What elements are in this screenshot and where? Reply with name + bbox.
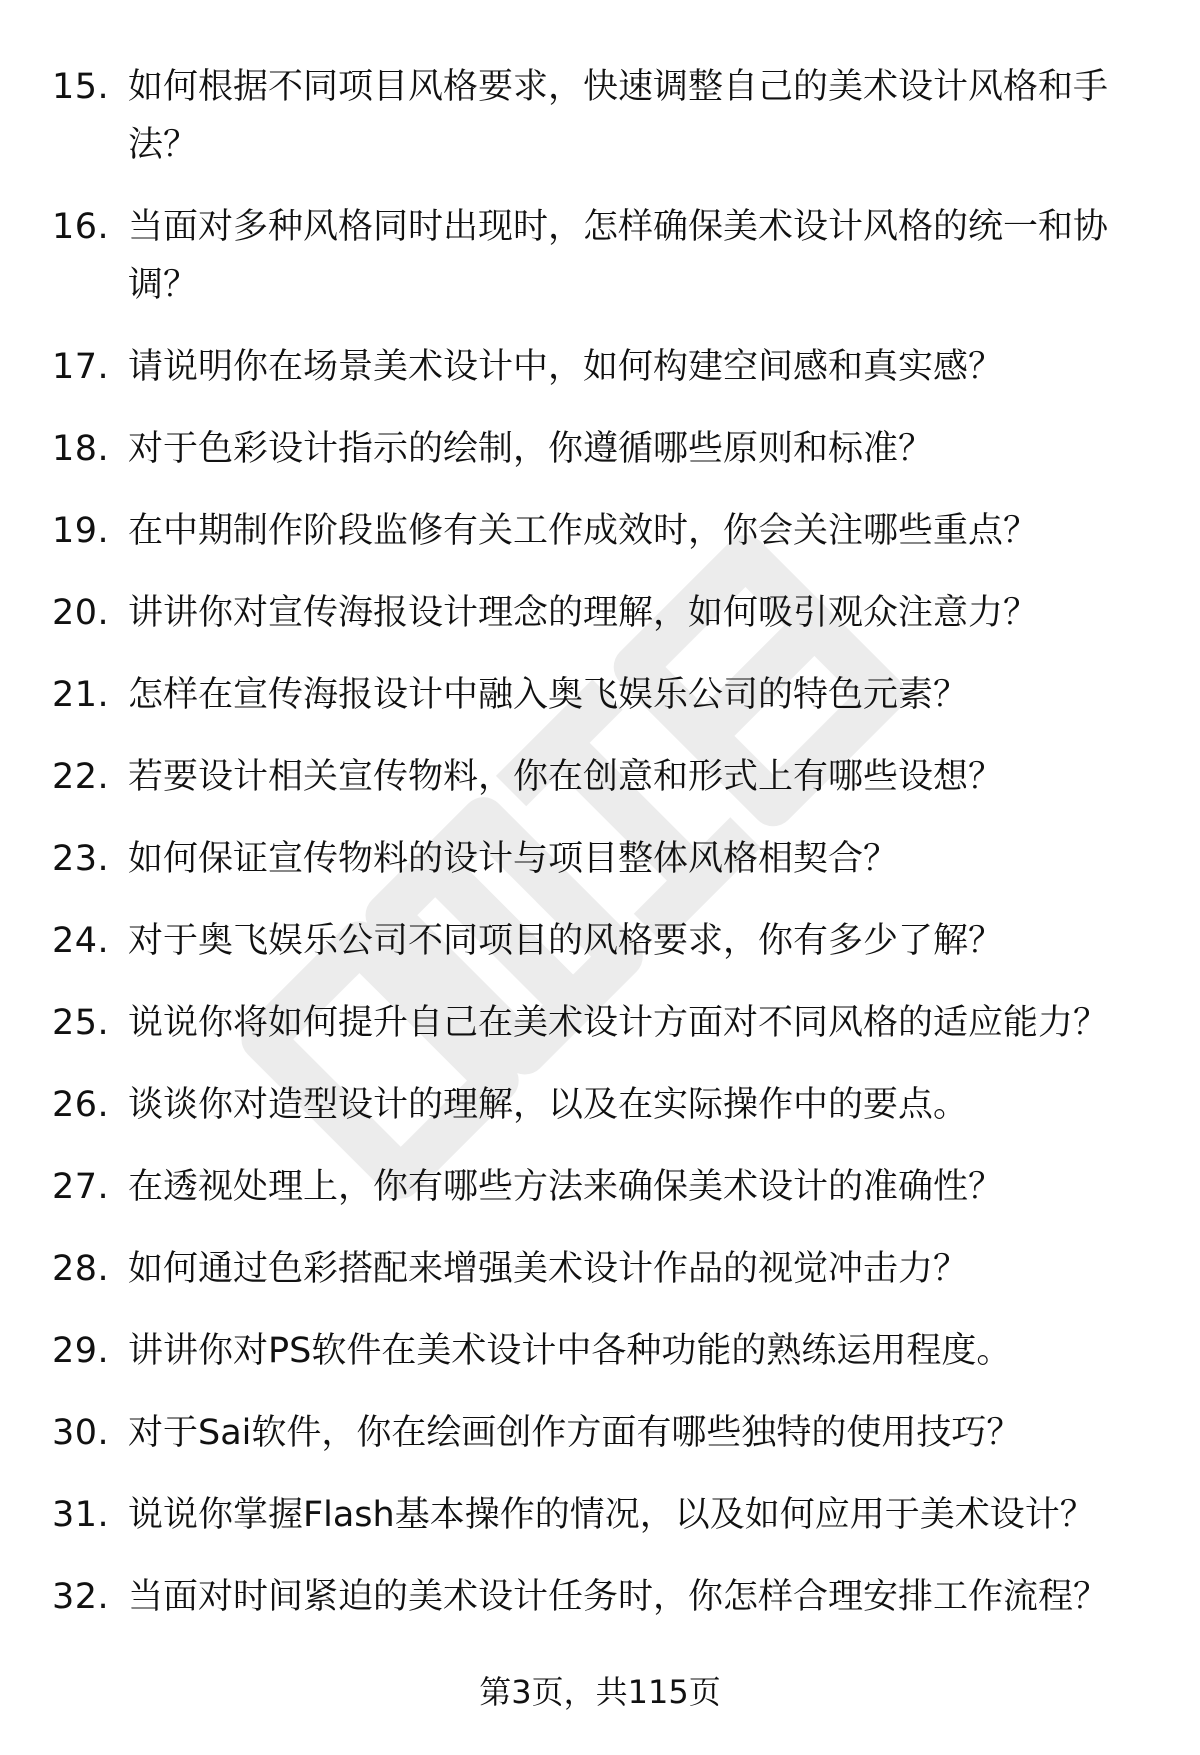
question-number: 31. [52, 1495, 110, 1535]
question-text: 讲讲你对宣传海报设计理念的理解，如何吸引观众注意力？ [128, 593, 1039, 633]
question-number: 21. [52, 675, 110, 715]
question-number: 19. [52, 511, 110, 551]
question-item [0, 584, 1200, 642]
question-item [0, 198, 1200, 314]
question-text: 对于Sai软件，你在绘画创作方面有哪些独特的使用技巧？ [128, 1413, 1022, 1453]
question-item [0, 912, 1200, 970]
question-item [0, 1240, 1200, 1298]
question-item [0, 58, 1200, 174]
question-text: 如何根据不同项目风格要求，快速调整自己的美术设计风格和手法？ [128, 67, 1109, 165]
question-number: 32. [52, 1577, 110, 1617]
question-number: 28. [52, 1249, 110, 1289]
question-number: 20. [52, 593, 110, 633]
question-item [0, 994, 1200, 1052]
question-item [0, 420, 1200, 478]
question-item [0, 1568, 1200, 1626]
question-number: 24. [52, 921, 110, 961]
question-number: 26. [52, 1085, 110, 1125]
question-item [0, 1322, 1200, 1380]
question-text: 当面对时间紧迫的美术设计任务时，你怎样合理安排工作流程？ [128, 1577, 1109, 1617]
question-number: 18. [52, 429, 110, 469]
question-text: 若要设计相关宣传物料，你在创意和形式上有哪些设想？ [128, 757, 1004, 797]
question-text: 怎样在宣传海报设计中融入奥飞娱乐公司的特色元素？ [128, 675, 969, 715]
question-item [0, 748, 1200, 806]
question-text: 如何保证宣传物料的设计与项目整体风格相契合？ [128, 839, 899, 879]
page-footer [0, 1670, 1200, 1714]
question-number: 17. [52, 347, 110, 387]
question-number: 27. [52, 1167, 110, 1207]
question-text: 对于色彩设计指示的绘制，你遵循哪些原则和标准？ [128, 429, 934, 469]
question-text: 讲讲你对PS软件在美术设计中各种功能的熟练运用程度。 [128, 1331, 1012, 1371]
question-number: 16. [52, 207, 110, 247]
question-item [0, 502, 1200, 560]
question-text: 当面对多种风格同时出现时，怎样确保美术设计风格的统一和协调？ [128, 207, 1109, 305]
question-item [0, 1076, 1200, 1134]
question-number: 29. [52, 1331, 110, 1371]
question-text: 说说你将如何提升自己在美术设计方面对不同风格的适应能力？ [128, 1003, 1109, 1043]
question-item [0, 338, 1200, 396]
question-item [0, 1404, 1200, 1462]
question-item [0, 1486, 1200, 1544]
question-text: 在透视处理上，你有哪些方法来确保美术设计的准确性？ [128, 1167, 1004, 1207]
question-number: 15. [52, 67, 110, 107]
question-text: 请说明你在场景美术设计中，如何构建空间感和真实感？ [128, 347, 1004, 387]
page-number-label: 第3页，共115页 [479, 1673, 721, 1711]
question-text: 谈谈你对造型设计的理解，以及在实际操作中的要点。 [128, 1085, 969, 1125]
question-text: 在中期制作阶段监修有关工作成效时，你会关注哪些重点？ [128, 511, 1039, 551]
question-item [0, 1158, 1200, 1216]
question-text: 说说你掌握Flash基本操作的情况，以及如何应用于美术设计？ [128, 1495, 1095, 1535]
question-item [0, 830, 1200, 888]
question-number: 23. [52, 839, 110, 879]
question-number: 22. [52, 757, 110, 797]
question-text: 如何通过色彩搭配来增强美术设计作品的视觉冲击力？ [128, 1249, 969, 1289]
question-number: 30. [52, 1413, 110, 1453]
question-number: 25. [52, 1003, 110, 1043]
question-item [0, 666, 1200, 724]
question-text: 对于奥飞娱乐公司不同项目的风格要求，你有多少了解？ [128, 921, 1004, 961]
question-list [0, 58, 1200, 1650]
